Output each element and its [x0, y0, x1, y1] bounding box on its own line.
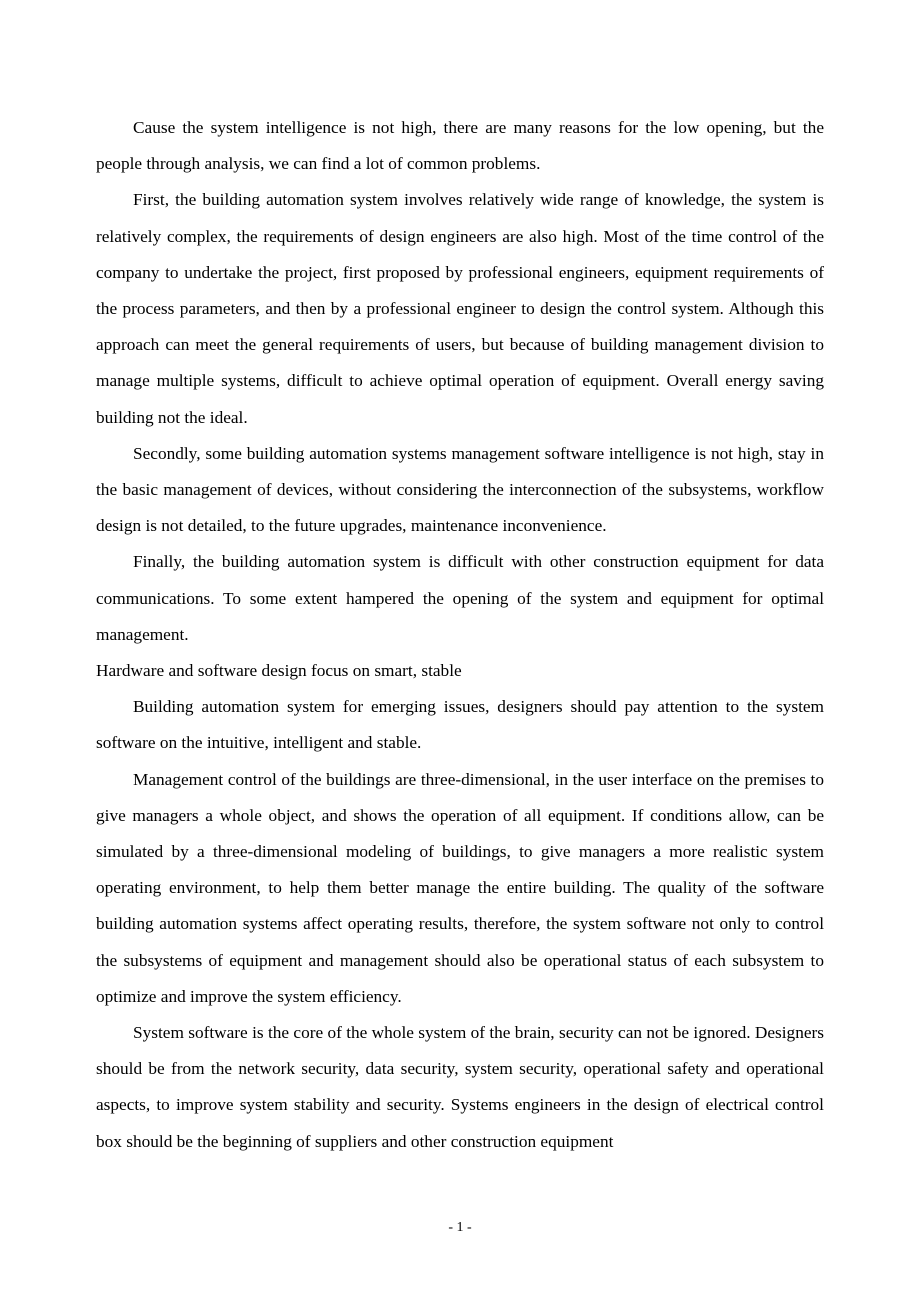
section-heading: Hardware and software design focus on smart, stable: [96, 661, 462, 681]
document-page: [96, 110, 824, 1160]
paragraph-second-reason: Secondly, some building automation systems management software intelligence is not high, stay in the basic management of devices, without considering the interconnection of the subsystems, workflow design is not detailed, to the future upgrades, maintenance inconvenience.: [96, 443, 824, 536]
paragraph-final-reason: Finally, the building automation system is difficult with other construction equipment for data communications. To some extent hampered the opening of the system and equipment for optimal management.: [96, 552, 824, 644]
page-number: - 1 -: [448, 1220, 472, 1235]
paragraph-first-reason: First, the building automation system involves relatively wide range of knowledge, the system is relatively complex, the requirements of design engineers are also high. Most of the time control of the company to undertake the project, first proposed by professional engineers, equipment requirements of the process parameters, and then by a professional engineer to design the control system. Although this approach can meet the general requirements of users, but because of building management division to manage multiple systems, difficult to achieve optimal operation of equipment. Overall energy saving building not the ideal.: [96, 190, 824, 427]
paragraph-emerging-issues: Building automation system for emerging issues, designers should pay attention to the system software on the intuitive, intelligent and stable.: [96, 697, 824, 753]
paragraph-system-software-security: System software is the core of the whole system of the brain, security can not be ignored. Designers should be from the network security, data security, system security, operational safety and operational aspects, to improve system stability and security. Systems engineers in the design of electrical control box should be the beginning of suppliers and other construction equipment: [96, 1023, 824, 1151]
paragraph-management-control: Management control of the buildings are three-dimensional, in the user interface on the premises to give managers a whole object, and shows the operation of all equipment. If conditions allow, can be simulated by a three-dimensional modeling of buildings, to give managers a more realistic system operating environment, to help them better manage the entire building. The quality of the software building automation systems affect operating results, therefore, the system software not only to control the subsystems of equipment and management should also be operational status of each subsystem to optimize and improve the system efficiency.: [96, 769, 824, 1006]
paragraph-common-problems: Cause the system intelligence is not high, there are many reasons for the low opening, but the people through analysis, we can find a lot of common problems.: [96, 118, 824, 174]
